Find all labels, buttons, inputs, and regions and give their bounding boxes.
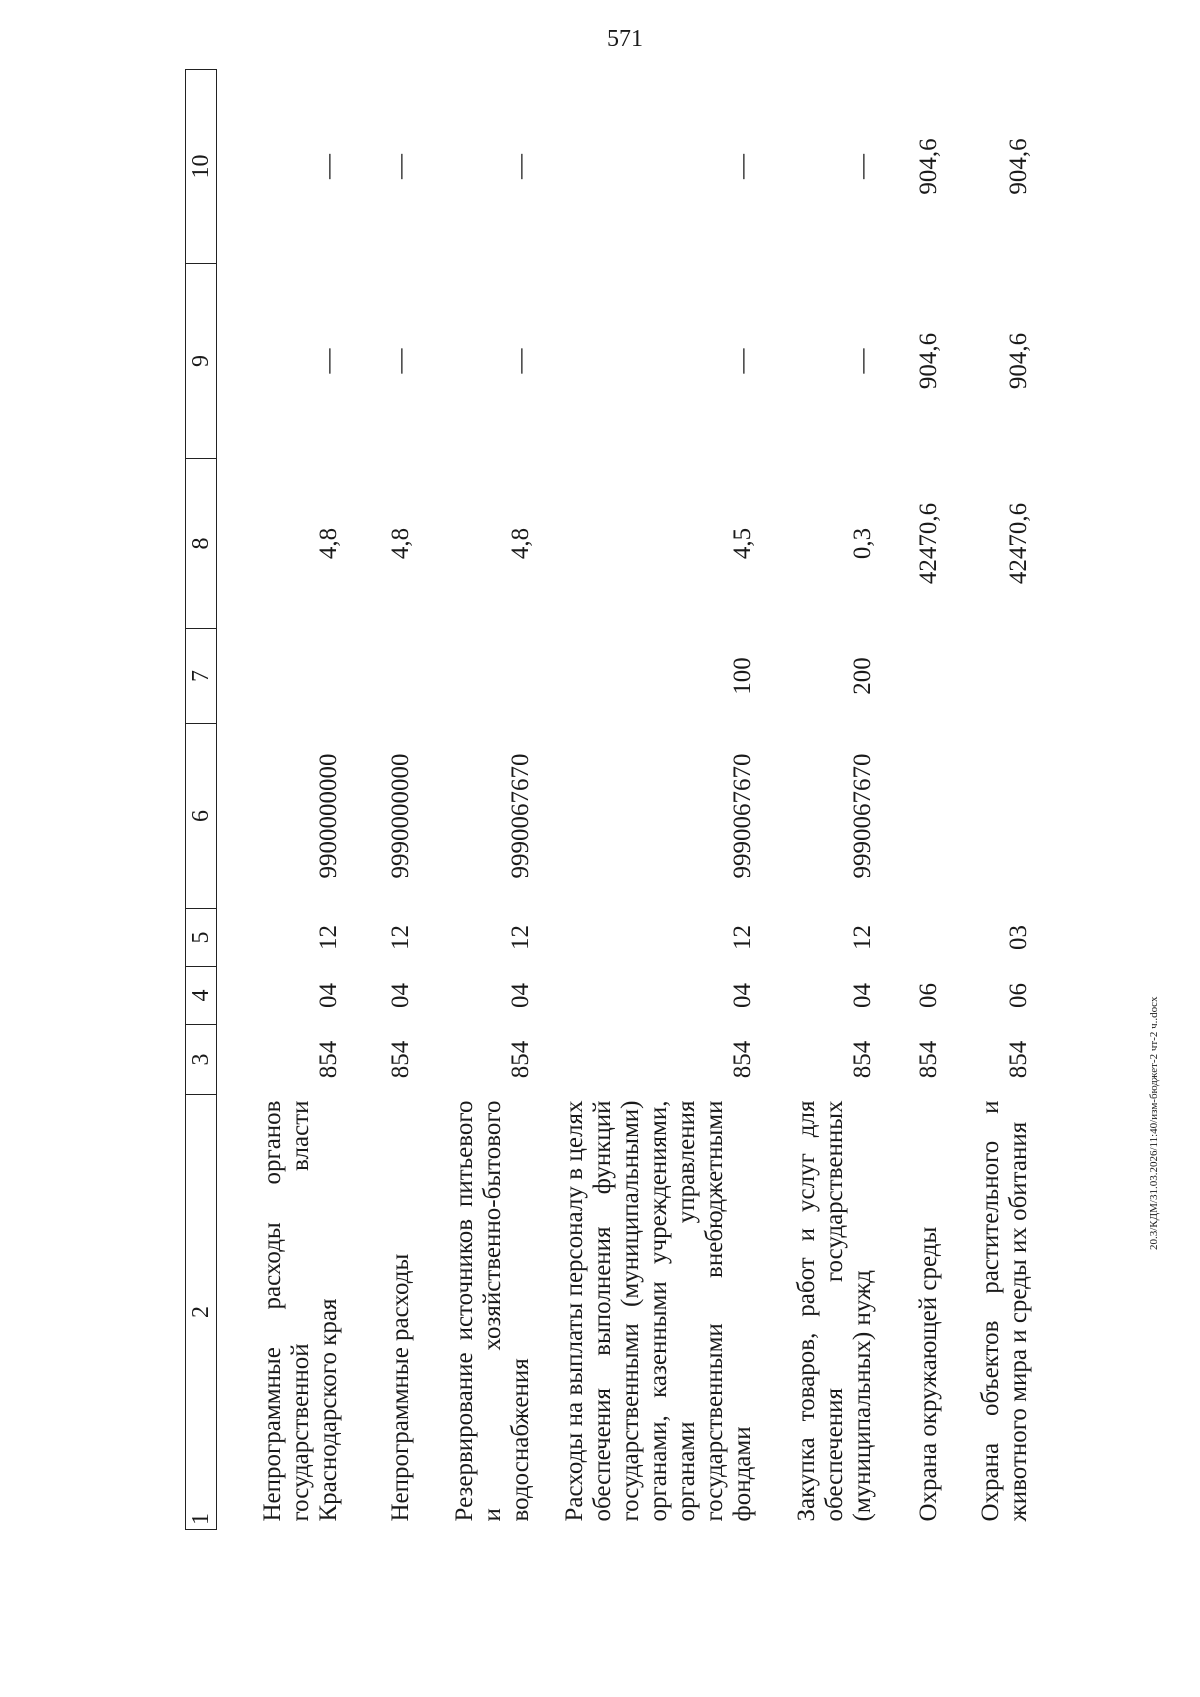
table-row (549, 70, 771, 1530)
cell-c8: 0,3 (848, 527, 876, 560)
cell-c10: 904,6 (1004, 138, 1032, 195)
cell-c10: — (314, 154, 342, 179)
row-name: Непрограммные расходы органов государственной власти Краснодарского края (258, 1100, 342, 1522)
cell-c6 (957, 724, 1047, 909)
cell-c9: 904,6 (1004, 332, 1032, 390)
cell-c9: — (848, 348, 876, 374)
header-col-9: 9 (186, 264, 217, 459)
cell-c9: 904,6 (914, 332, 942, 390)
table-row (217, 70, 357, 1530)
row-name: Резервирование источников питьевого и хозяйственно-бытового водоснабжения (450, 1100, 534, 1522)
cell-c8: 42470,6 (1004, 502, 1032, 585)
header-col-2: 2 (187, 1306, 214, 1318)
cell-c4: 04 (728, 983, 756, 1008)
cell-c10: 904,6 (914, 138, 942, 195)
page-number: 571 (607, 26, 643, 52)
cell-c3: 854 (506, 1040, 534, 1079)
header-col-3: 3 (186, 1025, 217, 1095)
cell-c10: — (728, 154, 756, 179)
cell-c5: 03 (1004, 925, 1032, 950)
cell-c9: — (386, 348, 414, 374)
header-col-1: 1 (188, 1513, 214, 1525)
table-row (429, 70, 549, 1530)
cell-c9: — (506, 348, 534, 374)
table-row (957, 70, 1047, 1530)
table-row (771, 70, 891, 1530)
row-name: Охрана объектов растительного и животного мира и среды их обитания (976, 1100, 1032, 1522)
cell-c8: 42470,6 (914, 502, 942, 585)
cell-c6 (891, 724, 957, 909)
row-name: Охрана окружающей среды (914, 1226, 942, 1522)
cell-c6: 9990067670 (848, 753, 876, 879)
cell-c5: 12 (506, 925, 534, 950)
cell-c7 (957, 629, 1047, 724)
cell-c8: 4,5 (728, 527, 756, 560)
rotated-table-container (185, 70, 1035, 1530)
cell-c6: 9990067670 (728, 753, 756, 879)
cell-c8: 4,8 (506, 527, 534, 560)
cell-c4: 04 (848, 983, 876, 1008)
cell-c3: 854 (1004, 1040, 1032, 1079)
table-row (357, 70, 429, 1530)
table-row (891, 70, 957, 1530)
cell-c4: 06 (914, 983, 942, 1008)
cell-c4: 06 (1004, 983, 1032, 1008)
row-name: Непрограммные расходы (386, 1253, 414, 1522)
cell-c3: 854 (314, 1040, 342, 1079)
document-footer: 20.3/КДМ/31.03.2026/11:40/изм-бюджет-2 чт-2 ч..docx (1148, 996, 1160, 1250)
cell-c6: 9990000000 (386, 753, 414, 879)
header-col-6: 6 (186, 724, 217, 909)
header-col-8: 8 (186, 459, 217, 629)
cell-c9: — (728, 348, 756, 374)
cell-c5: 12 (848, 925, 876, 950)
header-col-4: 4 (186, 967, 217, 1025)
cell-c10: — (386, 154, 414, 179)
cell-c3: 854 (386, 1040, 414, 1079)
row-name: Расходы на выплаты персоналу в целях обеспечения выполнения функций государственными (муниципальными) органами, казенными учреждениями, органами управления государственными внебюджетными фондами (560, 1100, 756, 1522)
cell-c6: 9990067670 (506, 753, 534, 879)
cell-c4: 04 (386, 983, 414, 1008)
budget-table (185, 69, 1047, 1530)
header-col-5: 5 (186, 909, 217, 967)
cell-c9: — (314, 348, 342, 374)
cell-c7 (891, 629, 957, 724)
cell-c7 (217, 629, 357, 724)
cell-c5 (891, 909, 957, 967)
cell-c5: 12 (386, 925, 414, 950)
row-name: Закупка товаров, работ и услуг для обеспечения государственных (муниципальных) нужд (792, 1100, 876, 1522)
cell-c10: — (848, 154, 876, 179)
cell-c7: 100 (728, 657, 756, 695)
cell-c10: — (506, 154, 534, 179)
cell-c7 (429, 629, 549, 724)
cell-c7 (357, 629, 429, 724)
cell-c3: 854 (728, 1040, 756, 1079)
cell-c8: 4,8 (386, 527, 414, 560)
cell-c6: 9900000000 (314, 753, 342, 879)
cell-c5: 12 (314, 925, 342, 950)
header-col-1-2 (186, 1095, 217, 1530)
cell-c8: 4,8 (314, 527, 342, 560)
cell-c7: 200 (848, 657, 876, 695)
table-header-row (186, 70, 217, 1530)
cell-c5: 12 (728, 925, 756, 950)
cell-c4: 04 (506, 983, 534, 1008)
header-col-7: 7 (186, 629, 217, 724)
cell-c4: 04 (314, 983, 342, 1008)
header-col-10: 10 (186, 70, 217, 264)
cell-c3: 854 (914, 1040, 942, 1079)
cell-c3: 854 (848, 1040, 876, 1079)
